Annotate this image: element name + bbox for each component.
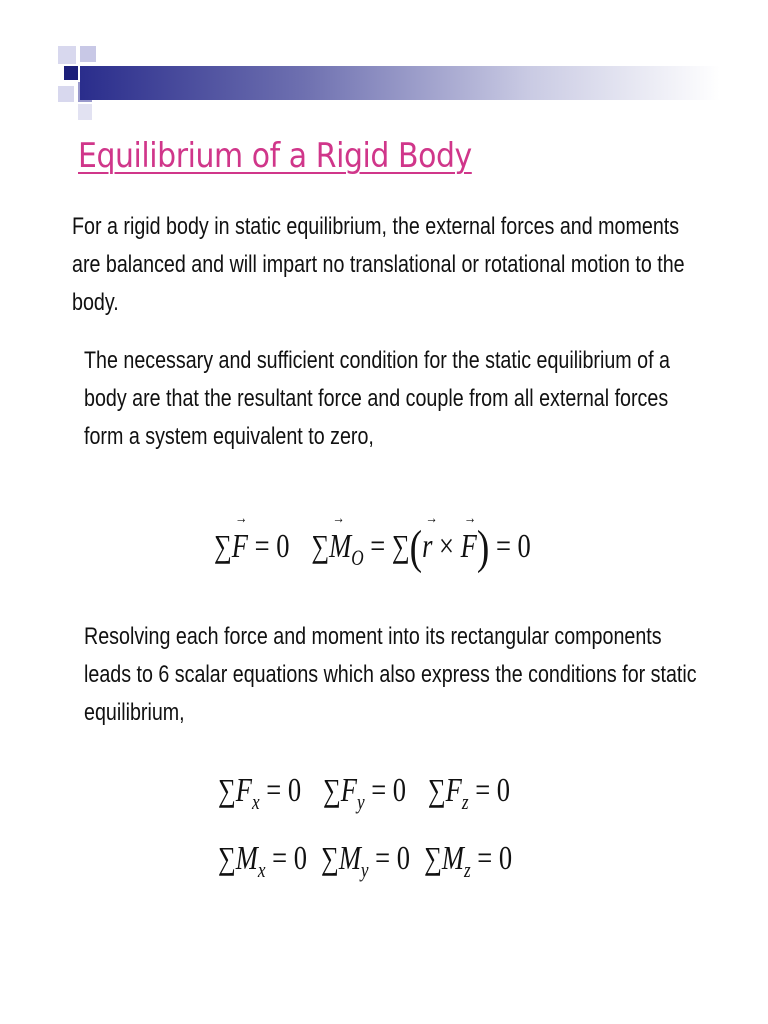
equation-moment-components: $\sum M_x = 0$ $\sum M_y = 0$ $\sum M_z = 0$ (218, 840, 513, 882)
deco-square (58, 86, 74, 102)
slide-title: Equilibrium of a Rigid Body (78, 136, 472, 176)
paragraph-intro: For a rigid body in static equilibrium, the external forces and moments are balanced and will impart no translational or rotational motion to the body. (72, 213, 685, 316)
deco-square (80, 46, 96, 62)
equation-vector-equilibrium: ∑→ F = 0 ∑→ $M_O$ = ∑(→ r × → F) = 0 (214, 520, 531, 575)
header-decoration (0, 0, 768, 130)
equation-force-components: $\sum F_x = 0$ $\sum F_y = 0$ $\sum F_z = 0$ (218, 772, 511, 814)
deco-square (78, 104, 92, 120)
deco-square (58, 46, 76, 64)
deco-square (64, 66, 78, 80)
title-gradient-bar (80, 66, 720, 100)
paragraph-components: Resolving each force and moment into its rectangular components leads to 6 scalar equations which also express the conditions for static equilibrium, (84, 623, 697, 726)
paragraph-condition: The necessary and sufficient condition for the static equilibrium of a body are that the resultant force and couple from all external forces form a system equivalent to zero, (84, 347, 670, 450)
